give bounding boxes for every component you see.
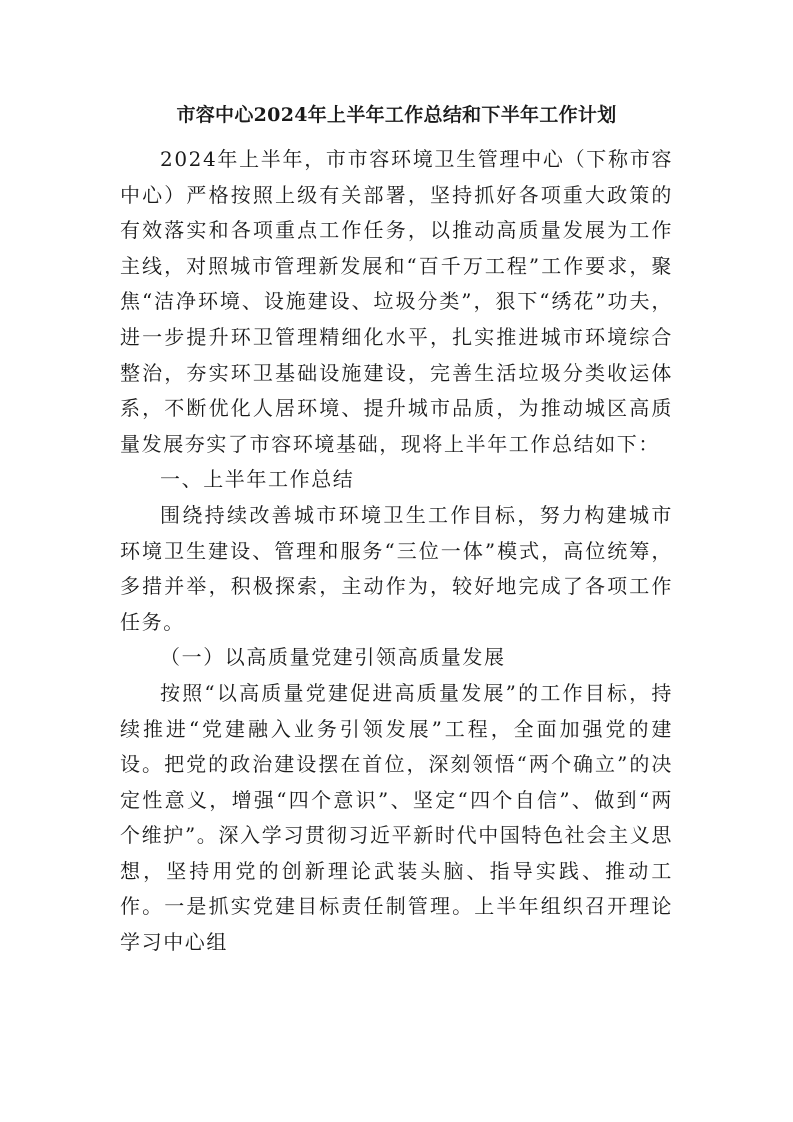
document-title: 市容中心2024年上半年工作总结和下半年工作计划 [176,104,617,126]
intro-paragraph: 2024年上半年，市市容环境卫生管理中心（下称市容中心）严格按照上级有关部署，坚持抓好各项重大政策的有效落实和各项重点工作任务，以推动高质量发展为工作主线，对照城市管理新发展和“百千万工程”工作要求，聚焦“洁净环境、设施建设、垃圾分类”，狠下“绣花”功夫，进一步提升环卫管理精细化水平，扎实推进城市环境综合整治，夯实环卫基础设施建设，完善生活垃圾分类收运体系，不断优化人居环境、提升城市品质，为推动城区高质量发展夯实了市容环境基础，现将上半年工作总结如下： [120,147,673,456]
subsection-heading: （一）以高质量党建引领高质量发展 [160,645,506,670]
section-heading: 一、上半年工作总结 [160,467,355,492]
subsection-paragraph: 按照“以高质量党建促进高质量发展”的工作目标，持续推进“党建融入业务引领发展”工程，全面加强党的建设。把党的政治建设摆在首位，深刻领悟“两个确立”的决定性意义，增强“四个意识”、坚定“四个自信”、做到“两个维护”。深入学习贯彻习近平新时代中国特色社会主义思想，坚持用党的创新理论武装头脑、指导实践、推动工作。一是抓实党建目标责任制管理。上半年组织召开理论学习中心组 [120,680,673,955]
section-paragraph: 围绕持续改善城市环境卫生工作目标，努力构建城市环境卫生建设、管理和服务“三位一体”模式，高位统筹，多措并举，积极探索，主动作为，较好地完成了各项工作任务。 [120,502,673,634]
